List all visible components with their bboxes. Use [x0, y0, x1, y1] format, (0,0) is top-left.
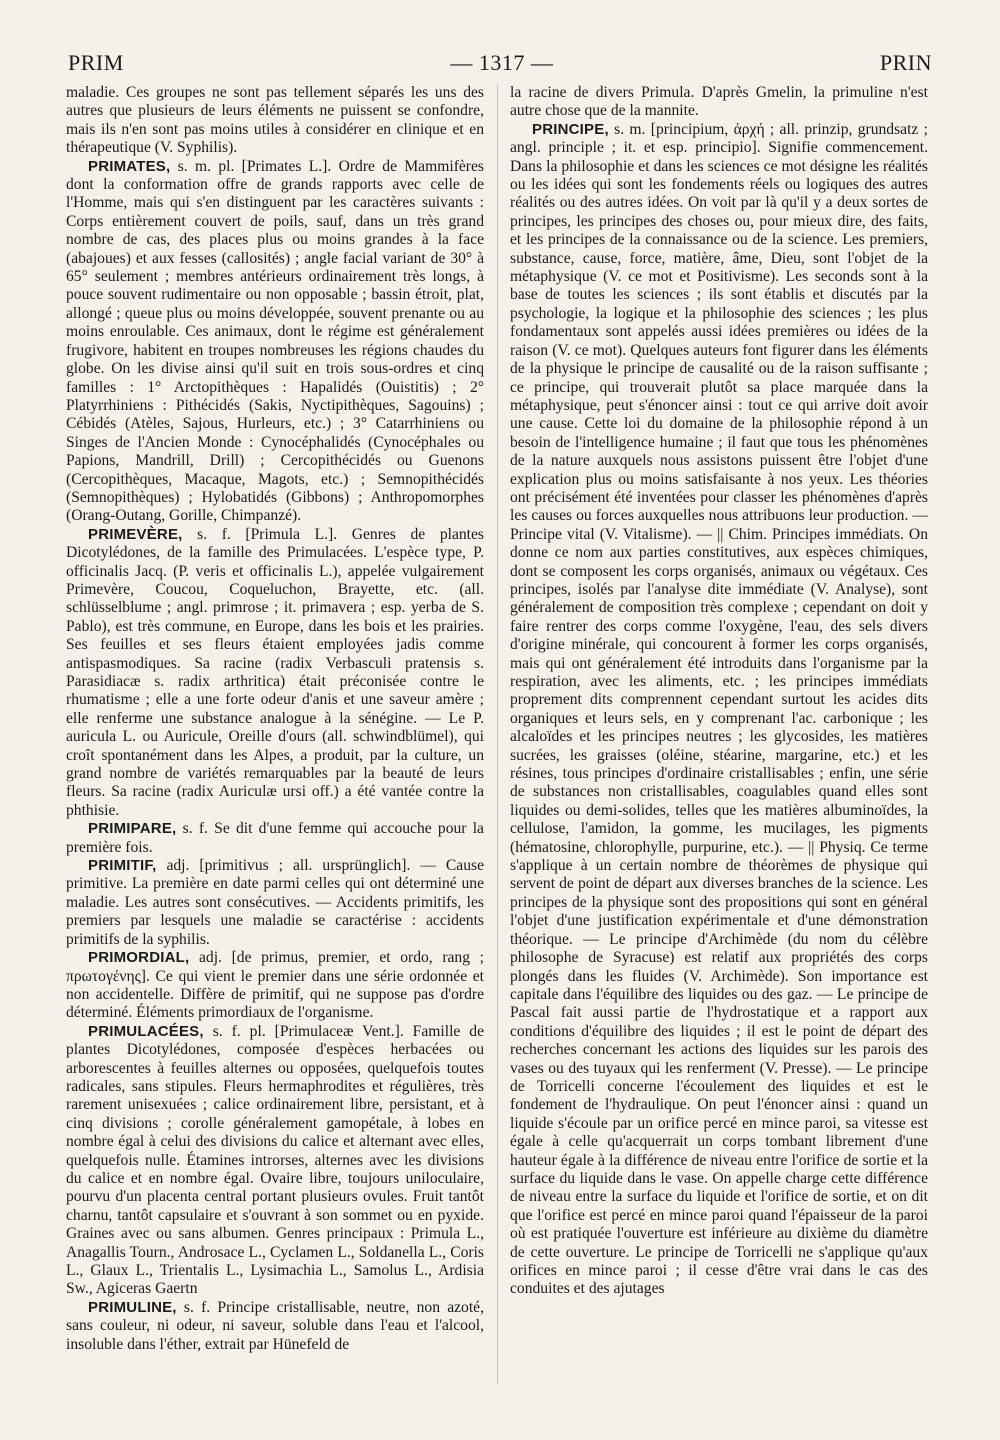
running-header — [68, 48, 932, 78]
column-gutter — [497, 84, 498, 1384]
page-number: — 1317 — — [450, 50, 554, 75]
headword: PRIMIPARE, — [88, 820, 177, 838]
entry-primuline — [66, 1299, 484, 1354]
entry-primulacees — [66, 1023, 484, 1299]
definition: s. f. Se dit d'une femme qui accouche pour la première fois. — [66, 820, 484, 856]
header-right-guideword: PRIN — [879, 50, 932, 75]
headword: PRIMEVÈRE, — [88, 525, 183, 543]
definition: s. f. Principe cristallisable, neutre, non azoté, sans couleur, ni odeur, ni saveur, soluble dans l'eau et l'alcool, insoluble dans l'éther, extrait par Hünefeld de — [66, 1298, 484, 1353]
header-left-guideword: PRIM — [68, 50, 124, 75]
headword: PRIMULACÉES, — [88, 1022, 204, 1040]
definition: adj. [de primus, premier, et ordo, rang ; πρωτογένης]. Ce qui vient le premier dans une série ordonnée et non accidentelle. Diffère de primitif, qui ne suppose pas d'ordre déterminé. Éléments primordiaux de l'organisme. — [66, 949, 484, 1022]
right-column — [510, 84, 928, 1299]
entry-principe — [510, 121, 928, 1299]
entry-primevere — [66, 526, 484, 821]
headword: PRINCIPE, — [532, 120, 609, 138]
entry-primordial — [66, 949, 484, 1023]
continued-text: la racine de divers Primula. D'après Gmelin, la primuline n'est autre chose que de la mannite. — [510, 84, 928, 120]
headword: PRIMITIF, — [88, 857, 157, 875]
entry-primates — [66, 158, 484, 526]
entry-primitif — [66, 857, 484, 949]
continued-text: maladie. Ces groupes ne sont pas tellement séparés les uns des autres que plusieurs de leurs éléments ne puissent se confondre, mais ils n'en sont pas moins utiles à considérer en clinique et en thérapeutique (V. Syphilis). — [66, 84, 484, 157]
definition: adj. [primitivus ; all. ursprünglich]. — Cause primitive. La première en date parmi celles qui ont déterminé une maladie. Les autres sont consécutives. — Accidents primitifs, les premiers par lesquels une maladie se caractérise : accidents primitifs de la syphilis. — [66, 857, 484, 948]
left-column — [66, 84, 484, 1354]
definition: s. f. pl. [Primulaceæ Vent.]. Famille de plantes Dicotylédones, composée d'espèces herbacées ou arborescentes à feuilles alternes ou opposées, quelquefois toutes radicales, sans stipules. Fleurs hermaphrodites et régulières, très rarement unisexuées ; calice ordinairement libre, persistant, et à cinq divisions ; corolle généralement gamopétale, à lobes en nombre égal à celui des divisions du calice et alternant avec elles, quelquefois nulle. Étamines introrses, alternes avec les divisions du calice et en nombre égal. Ovaire libre, toujours uniloculaire, pourvu d'un placenta central portant plusieurs ovules. Fruit tantôt charnu, tantôt capsulaire et s'ouvrant à son sommet ou en pyxide. Graines avec ou sans albumen. Genres principaux : Primula L., Anagallis Tourn., Androsace L., Cyclamen L., Soldanella L., Coris L., Glaux L., Trientalis L., Lysimachia L., Samolus L., Ardisia Sw., Agiceras Gaertn — [66, 1022, 484, 1298]
definition: s. m. [principium, ἀρχή ; all. prinzip, grundsatz ; angl. principle ; it. et esp. principio]. Signifie commencement. Dans la philosophie et dans les sciences ce mot désigne les réalités ou les idées qui sont les fondements réels ou logiques des autres réalités ou des autres idées. On voit par là qu'il y a deux sortes de principes, les principes des choses ou, pour mieux dire, des faits, et les principes de la connaissance ou de la science. Les premiers, substance, cause, force, matière, âme, Dieu, sont l'objet de la métaphysique (V. ce mot et Positivisme). Les seconds sont à la base de toutes les sciences ; ils sont établis et discutés par la psychologie, la logique et la philosophie des sciences ; les plus fondamentaux sont appelés aussi idées premières ou idées de la raison (V. ce mot). Quelques auteurs font figurer dans les éléments de la physique le principe de causalité ou de la raison suffisante ; ce principe, qui trouverait plutôt sa place marquée dans la métaphysique, peut s'énoncer ainsi : tout ce qui arrive doit avoir une cause. Cette loi du domaine de la philosophie répond à un besoin de l'intelligence humaine ; il faut que tous les phénomènes de la nature auxquels nous assistons puissent être l'objet d'une explication plus ou moins satisfaisante à nos yeux. Les théories ont précisément été inventées pour classer les phénomènes d'après les causes ou forces auxquelles nous attribuons leur production. — Principe vital (V. Vitalisme). — || Chim. Principes immédiats. On donne ce nom aux parties constitutives, aux espèces chimiques, dont se composent les corps organisés, animaux ou végétaux. Ces principes, isolés par l'analyse dite immédiate (V. Analyse), sont généralement de composition très complexe ; cependant on doit y faire rentrer des corps comme l'oxygène, l'eau, des sels divers d'origine minérale, qui concourent à former les corps organisés, mais qui ont généralement été introduits dans l'organisme par la respiration, avec les aliments, etc. ; les principes immédiats proprement dits comprennent cependant surtout les acides dits organiques et leurs sels, en y comprenant l'ac. carbonique ; les alcaloïdes et les principes neutres ; les glycosides, les matières sucrées, les graisses (oléine, stéarine, margarine, etc.) et les résines, tous principes d'ordinaire cristallisables ; enfin, une série de substances non cristallisables, coagulables quand elles sont liquides ou demi-solides, telles que les matières albuminoïdes, la cellulose, l'amidon, la gomme, les mucilages, les pigments (hématosine, chlorophylle, purpurine, etc.). — || Physiq. Ce terme s'applique à un certain nombre de théorèmes de physique qui servent de point de départ aux diverses branches de la science. Les principes de la physique sont des propositions qui sont en général l'objet d'une justification expérimentale et d'une démonstration théorique. — Le principe d'Archimède (du nom du célèbre philosophe de Syracuse) est relatif aux propriétés des corps plongés dans les fluides (V. Archimède). Son importance est capitale dans l'équilibre des liquides ou des gaz. — Le principe de Pascal fait aussi partie de l'hydrostatique et a rapport aux conditions d'équilibre des liquides ; il est le point de départ des recherches concernant les actions des liquides sur les parois des vases ou des tuyaux qui les renferment (V. Presse). — Le principe de Torricelli concerne l'écoulement des liquides et est le fondement de l'hydraulique. On peut l'énoncer ainsi : quand un liquide s'écoule par un orifice percé en mince paroi, sa vitesse est égale à celle qu'acquerrait un corps tombant librement d'une hauteur égale à la différence de niveau entre l'orifice de sortie et la surface du liquide dans le vase. On appelle charge cette différence de niveau entre la surface du liquide et l'orifice de sortie, et on dit que l'orifice est percé en mince paroi quand l'épaisseur de la paroi où est pratiquée l'ouverture est inférieure au dixième du diamètre de cette ouverture. Le principe de Torricelli ne s'applique qu'aux orifices en mince paroi ; il cesse d'être vrai dans le cas des conduites et des ajutages — [510, 120, 928, 1298]
entry-primipare — [66, 820, 484, 857]
definition: s. m. pl. [Primates L.]. Ordre de Mammifères dont la conformation offre de grands rapports avec celle de l'Homme, mais qui s'en distinguent par les caractères suivants : Corps entièrement couvert de poils, sauf, dans un très grand nombre de cas, des places plus ou moins grandes à la face (abajoues) et aux fesses (callosités) ; angle facial variant de 30° à 65° seulement ; membres antérieurs ordinairement très longs, à pouce souvent rudimentaire ou non opposable ; bassin étroit, plat, allongé ; queue plus ou moins développée, souvent prenante ou au moins enroulable. Ces animaux, dont le régime est généralement frugivore, habitent en troupes nombreuses les régions chaudes du globe. On les divise ainsi qu'il suit en trois sous-ordres et cinq familles : 1° Arctopithèques : Hapalidés (Ouistitis) ; 2° Platyrrhiniens : Pithécidés (Sakis, Nyctipithèques, Sagouins) ; Cébidés (Atèles, Sajous, Hurleurs, etc.) ; 3° Catarrhiniens ou Singes de l'Ancien Monde : Cynocéphalidés (Cynocéphales ou Papions, Mandrill, Drill) ; Cercopithécidés ou Guenons (Cercopithèques, Macaque, Magots, etc.) ; Semnopithécidés (Semnopithèques) ; Hylobatidés (Gibbons) ; Anthropomorphes (Orang-Outang, Gorille, Chimpanzé). — [66, 157, 484, 525]
headword: PRIMULINE, — [88, 1298, 177, 1316]
definition: s. f. [Primula L.]. Genres de plantes Dicotylédones, de la famille des Primulacées. L'espèce type, P. officinalis Jacq. (P. veris et officinalis L.), appelée vulgairement Primevère, Coucou, Coqueluchon, Brayette, etc. (all. schlüsselblume ; angl. primrose ; it. primavera ; esp. yerba de S. Pablo), est très commune, en Europe, dans les bois et les prairies. Ses feuilles et ses fleurs étaient employées jadis comme antispasmodiques. Sa racine (radix Verbasculi pratensis s. Parasidiacæ s. radix arthritica) était préconisée contre le rhumatisme ; elle a une forte odeur d'anis et une saveur amère ; elle renferme une substance analogue à la sénégine. — Le P. auricula L. ou Auricule, Oreille d'ours (all. schwindblümel), qui croît spontanément dans les Alpes, a produit, par la culture, un grand nombre de variétés remarquables par la beauté de leurs fleurs. Sa racine (radix Auriculæ ursi off.) a été vantée contre la phthisie. — [66, 525, 484, 819]
headword: PRIMORDIAL, — [88, 949, 190, 967]
headword: PRIMATES, — [88, 157, 171, 175]
